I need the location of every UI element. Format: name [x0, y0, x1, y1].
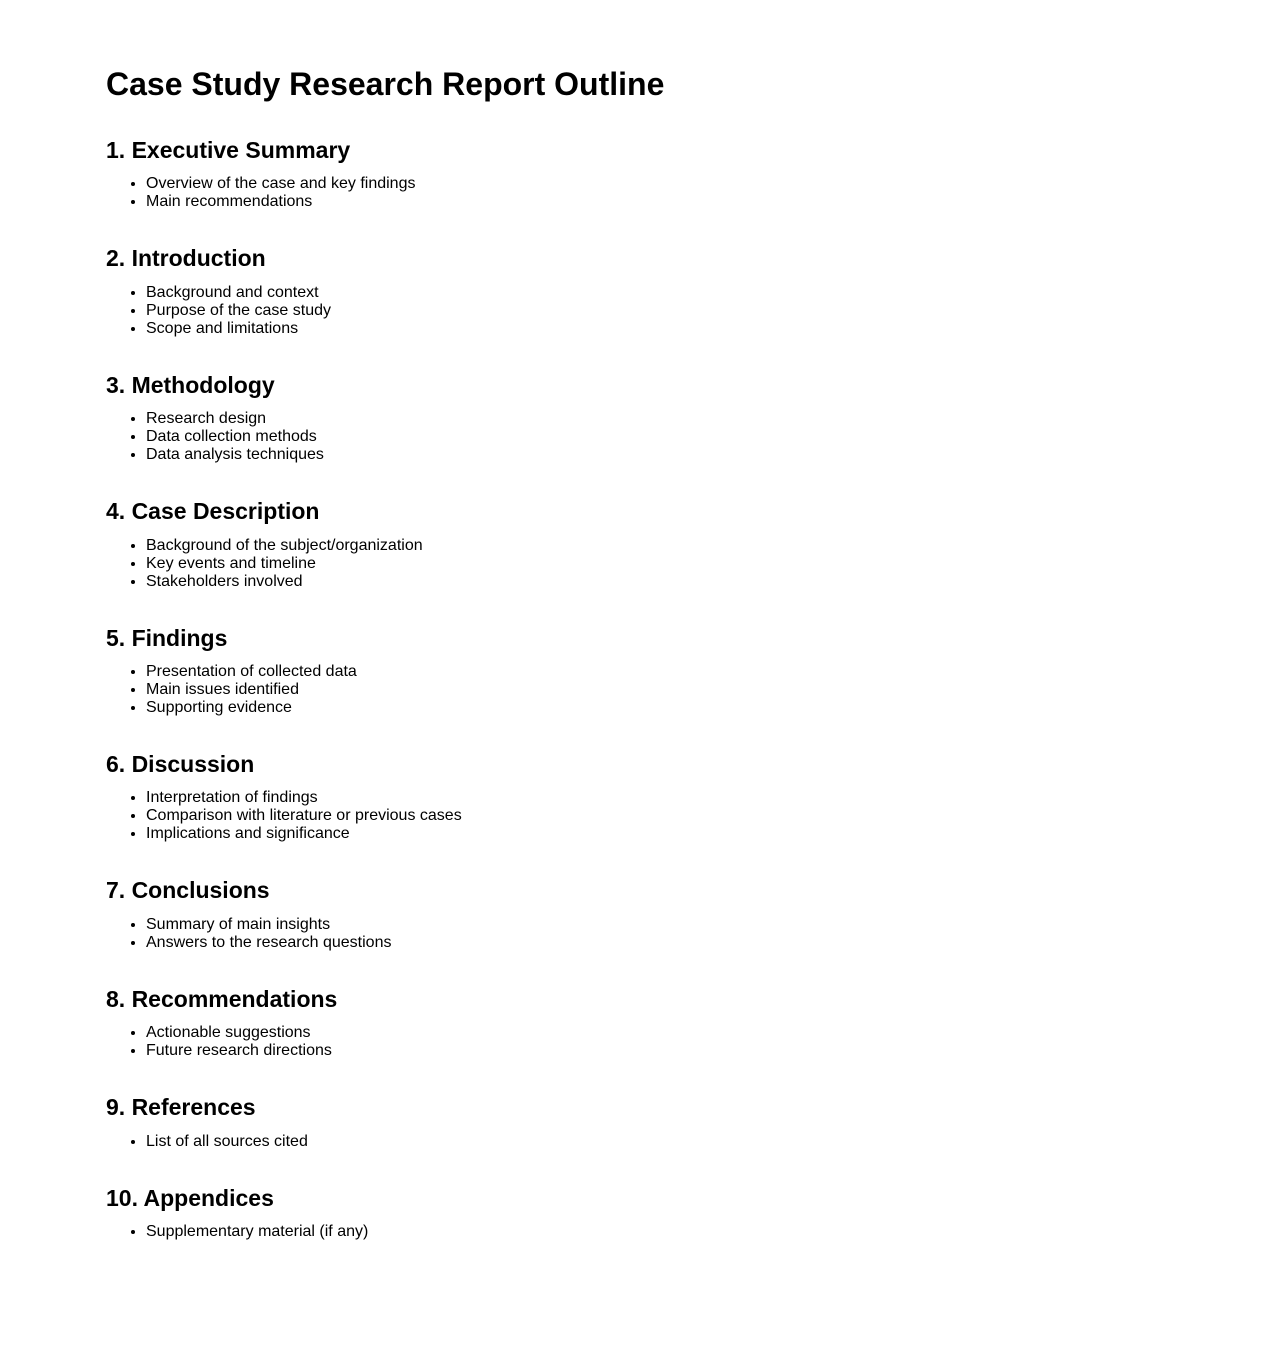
bullet-item: • Purpose of the case study — [146, 302, 1163, 320]
bullet-item: • Supplementary material (if any) — [146, 1223, 1163, 1241]
bullet-list — [106, 663, 1163, 717]
bullet-item: • Main recommendations — [146, 193, 1163, 211]
bullet-list — [106, 1223, 1163, 1241]
bullet-item: • Background and context — [146, 284, 1163, 302]
bullet-item: • Actionable suggestions — [146, 1024, 1163, 1042]
bullet-item: • Answers to the research questions — [146, 934, 1163, 952]
section-heading: 3. Methodology — [106, 371, 275, 398]
bullet-list — [106, 284, 1163, 338]
outline-section — [106, 625, 1163, 717]
bullet-item: • Data analysis techniques — [146, 446, 1163, 464]
outline-section — [106, 498, 1163, 590]
outline-sections — [106, 137, 1163, 1241]
outline-section — [106, 245, 1163, 337]
section-heading: 2. Introduction — [106, 245, 266, 272]
bullet-item: • Implications and significance — [146, 825, 1163, 843]
bullet-item: • Presentation of collected data — [146, 663, 1163, 681]
outline-section — [106, 986, 1163, 1060]
bullet-list — [106, 537, 1163, 591]
section-heading: 10. Appendices — [106, 1184, 274, 1211]
outline-section — [106, 137, 1163, 211]
bullet-list — [106, 175, 1163, 211]
section-heading: 1. Executive Summary — [106, 136, 351, 163]
bullet-list — [106, 789, 1163, 843]
bullet-list — [106, 1024, 1163, 1060]
bullet-item: • Interpretation of findings — [146, 789, 1163, 807]
bullet-item: • Stakeholders involved — [146, 573, 1163, 591]
section-heading: 6. Discussion — [106, 750, 255, 777]
outline-section — [106, 1185, 1163, 1241]
outline-section — [106, 1094, 1163, 1150]
bullet-item: • Scope and limitations — [146, 320, 1163, 338]
outline-section — [106, 877, 1163, 951]
bullet-item: • List of all sources cited — [146, 1133, 1163, 1151]
section-heading: 7. Conclusions — [106, 877, 270, 904]
bullet-item: • Key events and timeline — [146, 555, 1163, 573]
section-heading: 4. Case Description — [106, 498, 320, 525]
page-title: Case Study Research Report Outline — [106, 66, 665, 102]
section-heading: 9. References — [106, 1094, 256, 1121]
bullet-item: • Background of the subject/organization — [146, 537, 1163, 555]
section-heading: 5. Findings — [106, 624, 228, 651]
bullet-item: • Comparison with literature or previous cases — [146, 807, 1163, 825]
bullet-item: • Main issues identified — [146, 681, 1163, 699]
bullet-item: • Summary of main insights — [146, 916, 1163, 934]
outline-section — [106, 372, 1163, 464]
bullet-item: • Data collection methods — [146, 428, 1163, 446]
section-heading: 8. Recommendations — [106, 985, 338, 1012]
bullet-list — [106, 916, 1163, 952]
bullet-item: • Supporting evidence — [146, 699, 1163, 717]
bullet-item: • Overview of the case and key findings — [146, 175, 1163, 193]
outline-section — [106, 751, 1163, 843]
bullet-item: • Research design — [146, 410, 1163, 428]
bullet-list — [106, 410, 1163, 464]
bullet-list — [106, 1133, 1163, 1151]
bullet-item: • Future research directions — [146, 1042, 1163, 1060]
